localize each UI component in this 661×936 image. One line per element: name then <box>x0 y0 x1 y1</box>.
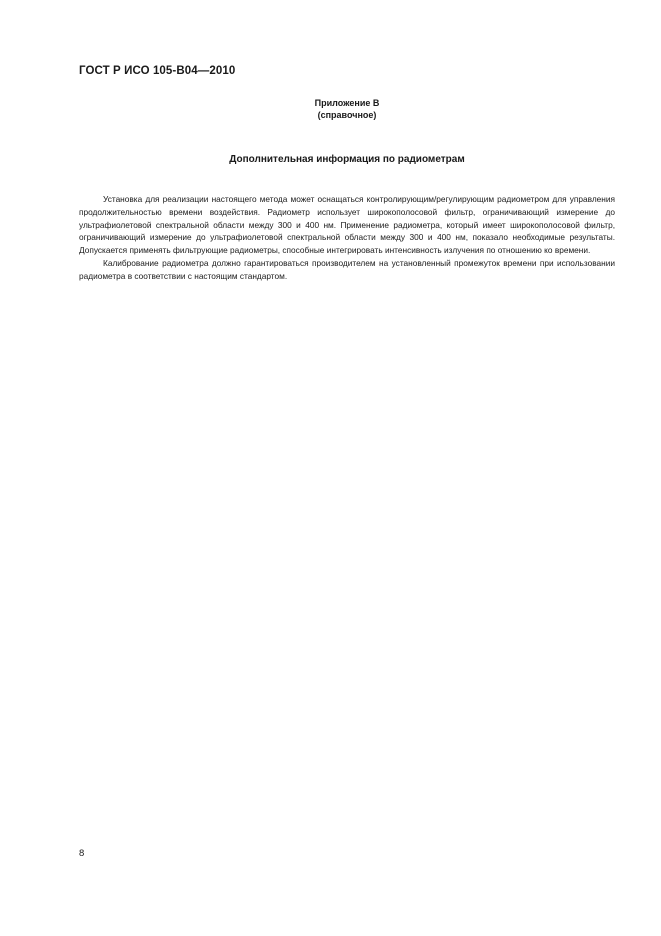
annex-status: (справочное) <box>317 110 377 120</box>
paragraph: Установка для реализации настоящего метода может оснащаться контролирующим/регулирующим радиометром для управления продолжительностью времени воздействия. Радиометр использует широкополосовой фильтр, ограничивающий измерение до ультрафиолетовой спектральной области между 300 и 400 нм. Применение радиометра, который имеет широкополосовой фильтр, ограничивающий измерение до ультрафиолетовой спектральной области между 300 и 400 нм, показало необходимые результаты. Допускается применять фильтрующие радиометры, способные интегрировать интенсивность излучения по отношению ко времени. <box>79 194 615 256</box>
page-number: 8 <box>79 848 85 859</box>
body-text <box>79 193 615 283</box>
paragraph: Калибрование радиометра должно гарантироваться производителем на установленный промежуток времени при использовании радиометра в соответствии с настоящим стандартом. <box>79 257 615 281</box>
section-title: Дополнительная информация по радиометрам <box>229 154 465 165</box>
document-header-standard-id: ГОСТ Р ИСО 105-B04—2010 <box>79 65 236 77</box>
annex-title: Приложение B <box>314 98 380 108</box>
annex-heading <box>0 97 661 121</box>
